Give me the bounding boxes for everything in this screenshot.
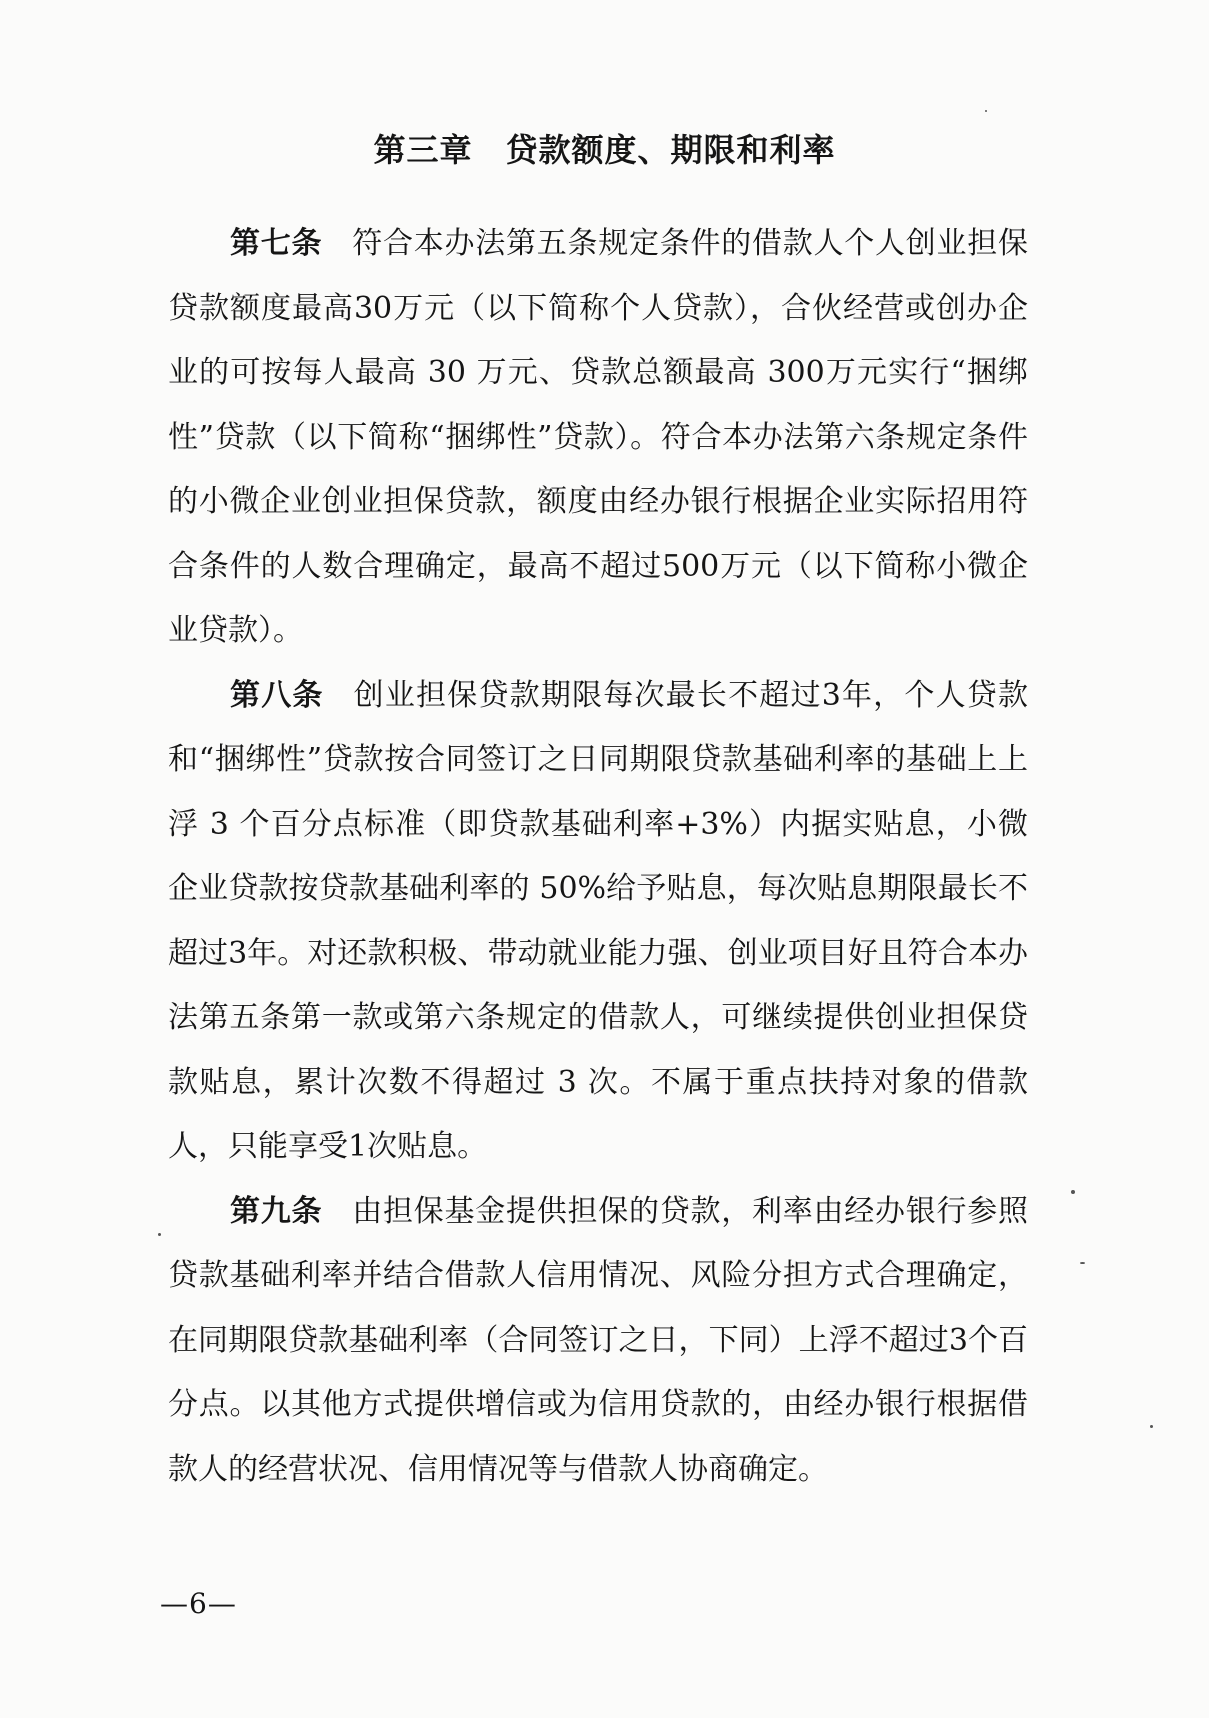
article-text: 符合本办法第五条规定条件的借款人个人创业担保贷款额度最高30万元（以下简称个人贷款），合伙经营或创办企业的可按每人最高 30 万元、贷款总额最高 300万元实行“捆绑性”贷款（以下简称“捆绑性”贷款）。符合本办法第六条规定条件的小微企业创业担保贷款，额度由经办银行根据企业实际招用符合条件的人数合理确定，最高不超过500万元（以下简称小微企业贷款）。 [168, 226, 1028, 648]
chapter-title: 第三章 贷款额度、期限和利率 [373, 131, 836, 169]
article-text: 由担保基金提供担保的贷款，利率由经办银行参照贷款基础利率并结合借款人信用情况、风险分担方式合理确定，在同期限贷款基础利率（合同签订之日，下同）上浮不超过3个百分点。以其他方式提供增信或为信用贷款的，由经办银行根据借款人的经营状况、信用情况等与借款人协商确定。 [168, 1193, 1028, 1487]
scan-speck [1071, 1190, 1075, 1194]
article-label: 第七条 [230, 226, 323, 261]
scan-speck [158, 1233, 161, 1236]
scan-speck [985, 110, 987, 112]
page-number: —6— [160, 1587, 237, 1620]
article-8 [168, 664, 1028, 1180]
article-label: 第八条 [230, 677, 324, 713]
article-7 [168, 212, 1028, 664]
article-label: 第九条 [230, 1193, 323, 1229]
scan-speck [1080, 1262, 1085, 1264]
scan-speck [1150, 1425, 1153, 1428]
document-body [168, 212, 1028, 1502]
article-9 [168, 1180, 1028, 1503]
article-text: 创业担保贷款期限每次最长不超过3年，个人贷款和“捆绑性”贷款按合同签订之日同期限贷款基础利率的基础上上浮 3 个百分点标准（即贷款基础利率+3%）内据实贴息，小微企业贷款按贷款基础利率的 50%给予贴息，每次贴息期限最长不超过3年。对还款积极、带动就业能力强、创业项目好且符合本办法第五条第一款或第六条规定的借款人，可继续提供创业担保贷款贴息，累计次数不得超过 3 次。不属于重点扶持对象的借款人，只能享受1次贴息。 [168, 677, 1029, 1164]
